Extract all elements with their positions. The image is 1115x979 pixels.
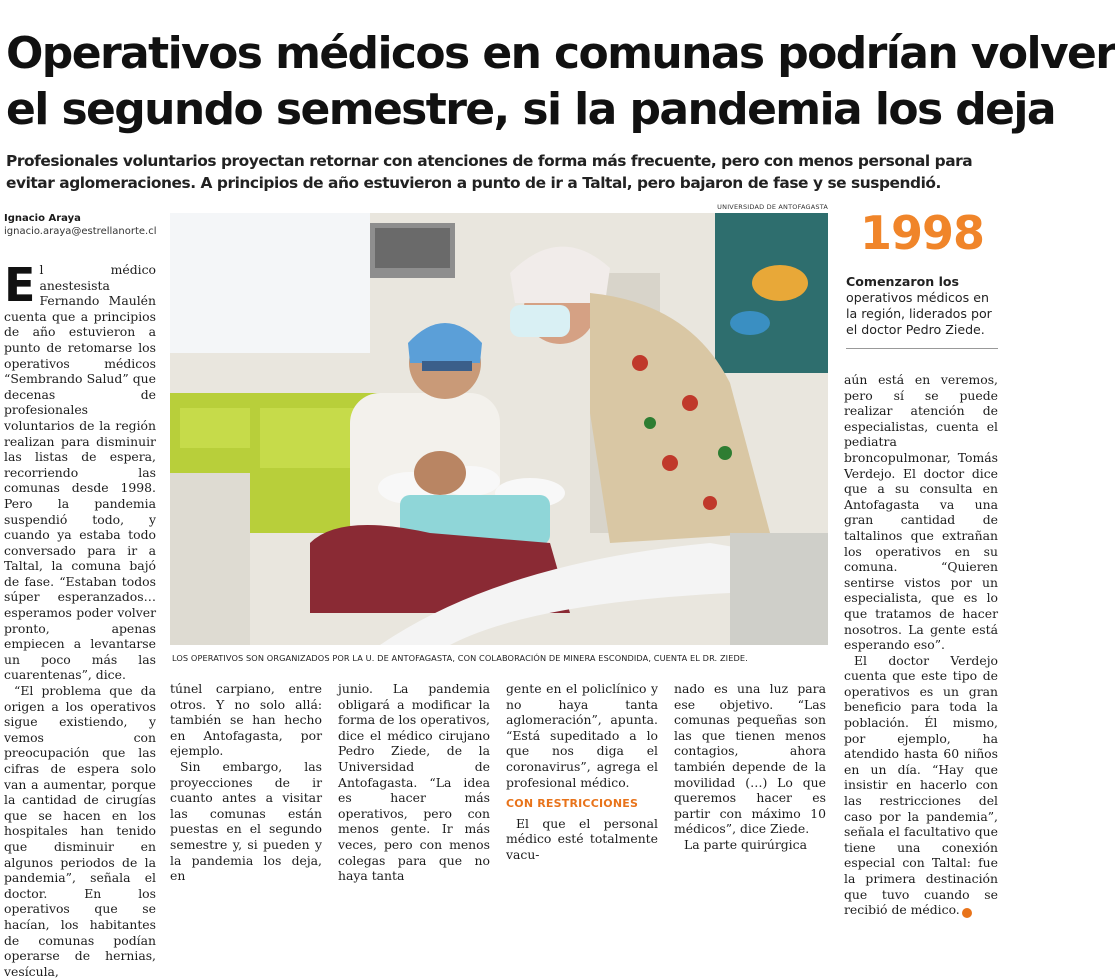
body-column-3 (338, 681, 490, 884)
body-column-4 (506, 681, 658, 863)
dropcap: E (4, 258, 36, 312)
sidebar-text (846, 274, 1000, 338)
deck-line-2: evitar aglomeraciones. A principios de año estuvieron a punto de ir a Taltal, pero bajaron de fase y se suspendió. (6, 174, 941, 192)
paragraph-text: l médico anestesista Fernando Maulén cuenta que a principios de año estuvieron a punto de retomarse los operativos médicos “Sembrando Salud” que decenas de profesionales voluntarios de la región realizan para disminuir las listas de espera, recorriendo las comunas desde 1998. Pero la pandemia suspendió todo, y cuando ya estaba todo conversado para ir a Taltal, la comuna bajó de fase. “Estaban todos súper esperanzados… esperamos poder volver pronto, apenas empiecen a levantarse un poco más las cuarentenas”, dice. (4, 262, 156, 683)
photo-credit: UNIVERSIDAD DE ANTOFAGASTA (717, 203, 828, 211)
paragraph: Sin embargo, las proyecciones de ir cuanto antes a visitar las comunas están puestas en el segundo semestre y, si pueden y la pandemia los deja, en (170, 758, 322, 884)
body-column-1 (4, 258, 156, 979)
paragraph (4, 258, 156, 683)
sidebar-body: operativos médicos en la región, liderados por el doctor Pedro Ziede. (846, 290, 992, 337)
paragraph (844, 653, 998, 919)
paragraph: aún está en veremos, pero sí se puede realizar atención de especialistas, cuenta el pediatra broncopulmonar, Tomás Verdejo. El doctor dice que a su consulta en Antofagasta va una gran cantidad de taltalinos que extrañan los operativos en su comuna. “Quieren sentirse vistos por un especialista, que es lo que tratamos de hacer nosotros. La gente está esperando eso”. (844, 372, 998, 653)
article-photo (170, 213, 828, 645)
paragraph: “El problema que da origen a los operativos sigue existiendo, y vemos con preocupación que las cifras de espera solo van a aumentar, porque la cantidad de cirugías que se hacen en los hospitales han tenido que disminuir en algunos periodos de la pandemia”, señala el doctor. En los operativos que se hacían, los habitantes de comunas podían operarse de hernias, vesícula, (4, 683, 156, 979)
paragraph: El que el personal médico esté totalmente vacu- (506, 815, 658, 862)
headline (6, 26, 1115, 138)
star-circle-icon: ✦ (962, 908, 972, 918)
photo-caption: LOS OPERATIVOS SON ORGANIZADOS POR LA U. DE ANTOFAGASTA, CON COLABORACIÓN DE MINERA ESCONDIDA, CUENTA EL DR. ZIEDE. (172, 653, 748, 663)
byline-name: Ignacio Araya (4, 213, 81, 224)
paragraph-text: El doctor Verdejo cuenta que este tipo de operativos es un gran beneficio para toda la población. Él mismo, por ejemplo, ha atendido hasta 60 niños en un día. “Hay que insistir en hacerlo con las restricciones del caso por la pandemia”, señala el facultativo que tiene una conexión especial con Taltal: fue la primera destinación que tuvo cuando se recibió de médico. (844, 652, 998, 918)
deck (6, 150, 998, 194)
section-subhead: CON RESTRICCIONES (506, 797, 639, 811)
byline-email: ignacio.araya@estrellanorte.cl (4, 226, 157, 237)
paragraph: gente en el policlínico y no haya tanta aglomeración”, apunta. “Está supeditado a lo que nos diga el coronavirus”, agrega el profesional médico. (506, 681, 658, 790)
headline-line-2: el segundo semestre, si la pandemia los deja (6, 84, 1055, 135)
paragraph: nado es una luz para ese objetivo. “Las comunas pequeñas son las que tienen menos contagios, ahora también depende de la movilidad (…) Lo que queremos hacer es partir con máximo 10 médicos”, dice Ziede. (674, 681, 826, 837)
body-column-6 (844, 372, 998, 918)
headline-line-1: Operativos médicos en comunas podrían volver (6, 28, 1115, 79)
paragraph: junio. La pandemia obligará a modificar la forma de los operativos, dice el médico cirujano Pedro Ziede, de la Universidad de Antofagasta. “La idea es hacer más operativos, pero con menos gente. Ir más veces, pero con menos colegas para que no haya tanta (338, 681, 490, 884)
body-column-2 (170, 681, 322, 884)
sidebar-lead: Comenzaron los (846, 274, 960, 289)
paragraph: túnel carpiano, entre otros. Y no solo allá: también se han hecho en Antofagasta, por ejemplo. (170, 681, 322, 759)
dental-clinic-illustration (170, 213, 828, 645)
paragraph: La parte quirúrgica (684, 836, 807, 852)
sidebar-divider (846, 348, 998, 349)
sidebar-year: 1998 (860, 206, 985, 260)
deck-line-1: Profesionales voluntarios proyectan retornar con atenciones de forma más frecuente, pero con menos personal para (6, 152, 973, 170)
body-column-5 (674, 681, 826, 853)
